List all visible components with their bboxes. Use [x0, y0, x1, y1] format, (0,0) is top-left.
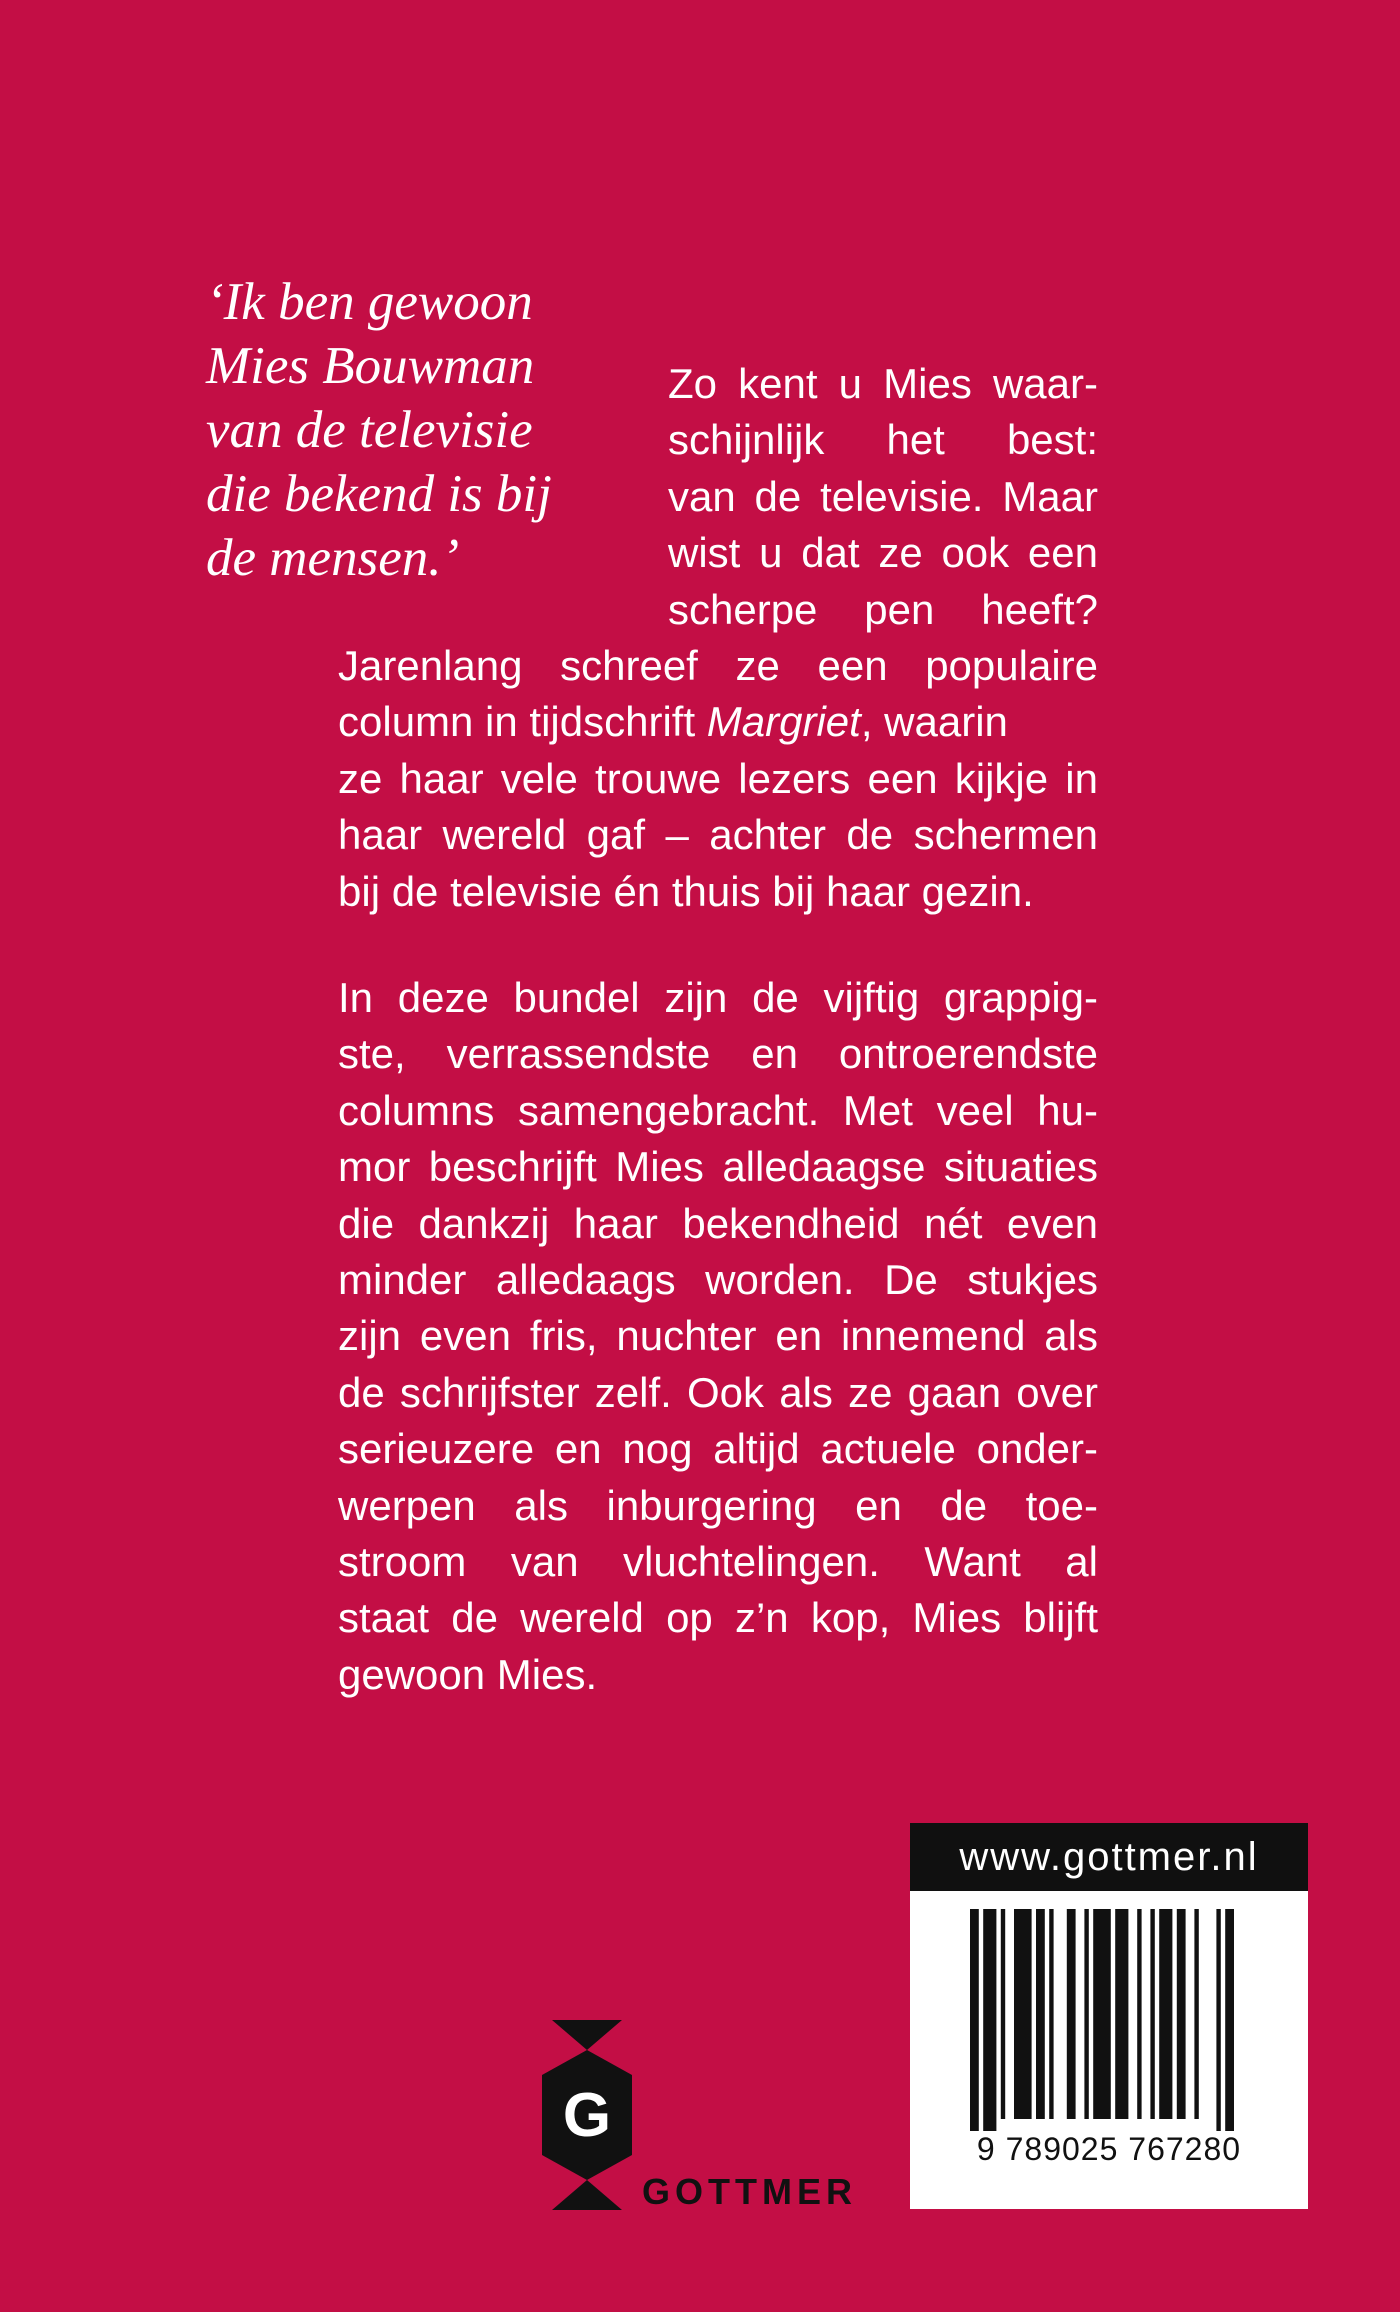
text-line: [338, 694, 1098, 750]
barcode-bar: [1093, 1909, 1111, 2119]
publisher-url: www.gottmer.nl: [910, 1823, 1308, 1891]
barcode-bar: [1067, 1909, 1076, 2119]
text-line: staat de wereld op z’n kop, Mies blijft: [338, 1594, 1098, 1642]
blurb-paragraph-2: [338, 970, 1098, 1703]
barcode-bar: [1115, 1909, 1128, 2119]
barcode-bar: [1159, 1909, 1172, 2119]
text-line: ste, verrassendste en ontroerendste: [338, 1030, 1098, 1078]
text-line: van de televisie. Maar: [668, 472, 1098, 520]
gottmer-hexagon-logo-icon: [532, 2020, 642, 2210]
text-line: scherpe pen heeft?: [668, 585, 1098, 633]
text-line: gewoon Mies.: [338, 1650, 598, 1698]
isbn-number: 9 789025 767280: [976, 2131, 1242, 2167]
text-line: serieuzere en nog altijd actuele onder-: [338, 1425, 1098, 1473]
barcode-bar: [1084, 1909, 1088, 2119]
barcode-bars-icon: [910, 1891, 1308, 2131]
text-line: wist u dat ze ook een: [668, 529, 1098, 577]
text-line: bij de televisie én thuis bij haar gezin.: [338, 867, 1034, 915]
barcode-bar: [1216, 1909, 1220, 2131]
text-line: Zo kent u Mies waar-: [668, 360, 1098, 407]
text-line: In deze bundel zijn de vijftig grappig-: [338, 974, 1098, 1021]
text-line: minder alledaags worden. De stukjes: [338, 1255, 1098, 1303]
barcode-bar: [1194, 1909, 1198, 2119]
barcode-bar: [1137, 1909, 1141, 2119]
barcode-bar: [1150, 1909, 1154, 2119]
magazine-title: Margriet: [706, 698, 861, 746]
text-line: ze haar vele trouwe lezers een kijkje in: [338, 754, 1098, 802]
text-line: stroom van vluchtelingen. Want al: [338, 1537, 1098, 1585]
publisher-name: GOTTMER: [642, 2171, 857, 2212]
text-line: Jarenlang schreef ze een populaire: [338, 641, 1098, 689]
text-line: schijnlijk het best:: [668, 416, 1098, 464]
barcode-bar: [1225, 1909, 1234, 2131]
barcode-bar: [1177, 1909, 1186, 2119]
text-line: zijn even fris, nuchter en innemend als: [338, 1312, 1098, 1360]
quote-line: de mensen.’: [206, 529, 460, 587]
text-line: werpen als inburgering en de toe-: [338, 1481, 1098, 1529]
text-segment: column in tijdschrift: [338, 698, 707, 746]
quote-line: die bekend is bij: [206, 465, 552, 523]
logo-letter: G: [562, 2081, 612, 2150]
text-segment: , waarin: [860, 698, 1008, 746]
barcode-bar: [1036, 1909, 1045, 2119]
barcode-bar: [970, 1909, 979, 2131]
text-line: mor beschrijft Mies alledaagse situaties: [338, 1143, 1098, 1191]
quote-line: Mies Bouwman: [206, 337, 535, 395]
barcode-bar: [1014, 1909, 1032, 2119]
barcode-bar: [1049, 1909, 1053, 2119]
barcode-bar: [1001, 1909, 1005, 2119]
quote-line: ‘Ik ben gewoon: [206, 273, 533, 331]
barcode: [910, 1891, 1308, 2209]
text-line: columns samengebracht. Met veel hu-: [338, 1086, 1098, 1134]
blurb-paragraph-1: [338, 356, 1098, 920]
quote-line: van de televisie: [206, 401, 533, 459]
text-line: haar wereld gaf – achter de schermen: [338, 811, 1098, 859]
text-line: die dankzij haar bekendheid nét even: [338, 1199, 1098, 1247]
barcode-bar: [983, 1909, 996, 2131]
text-line: de schrijfster zelf. Ook als ze gaan over: [338, 1368, 1098, 1416]
